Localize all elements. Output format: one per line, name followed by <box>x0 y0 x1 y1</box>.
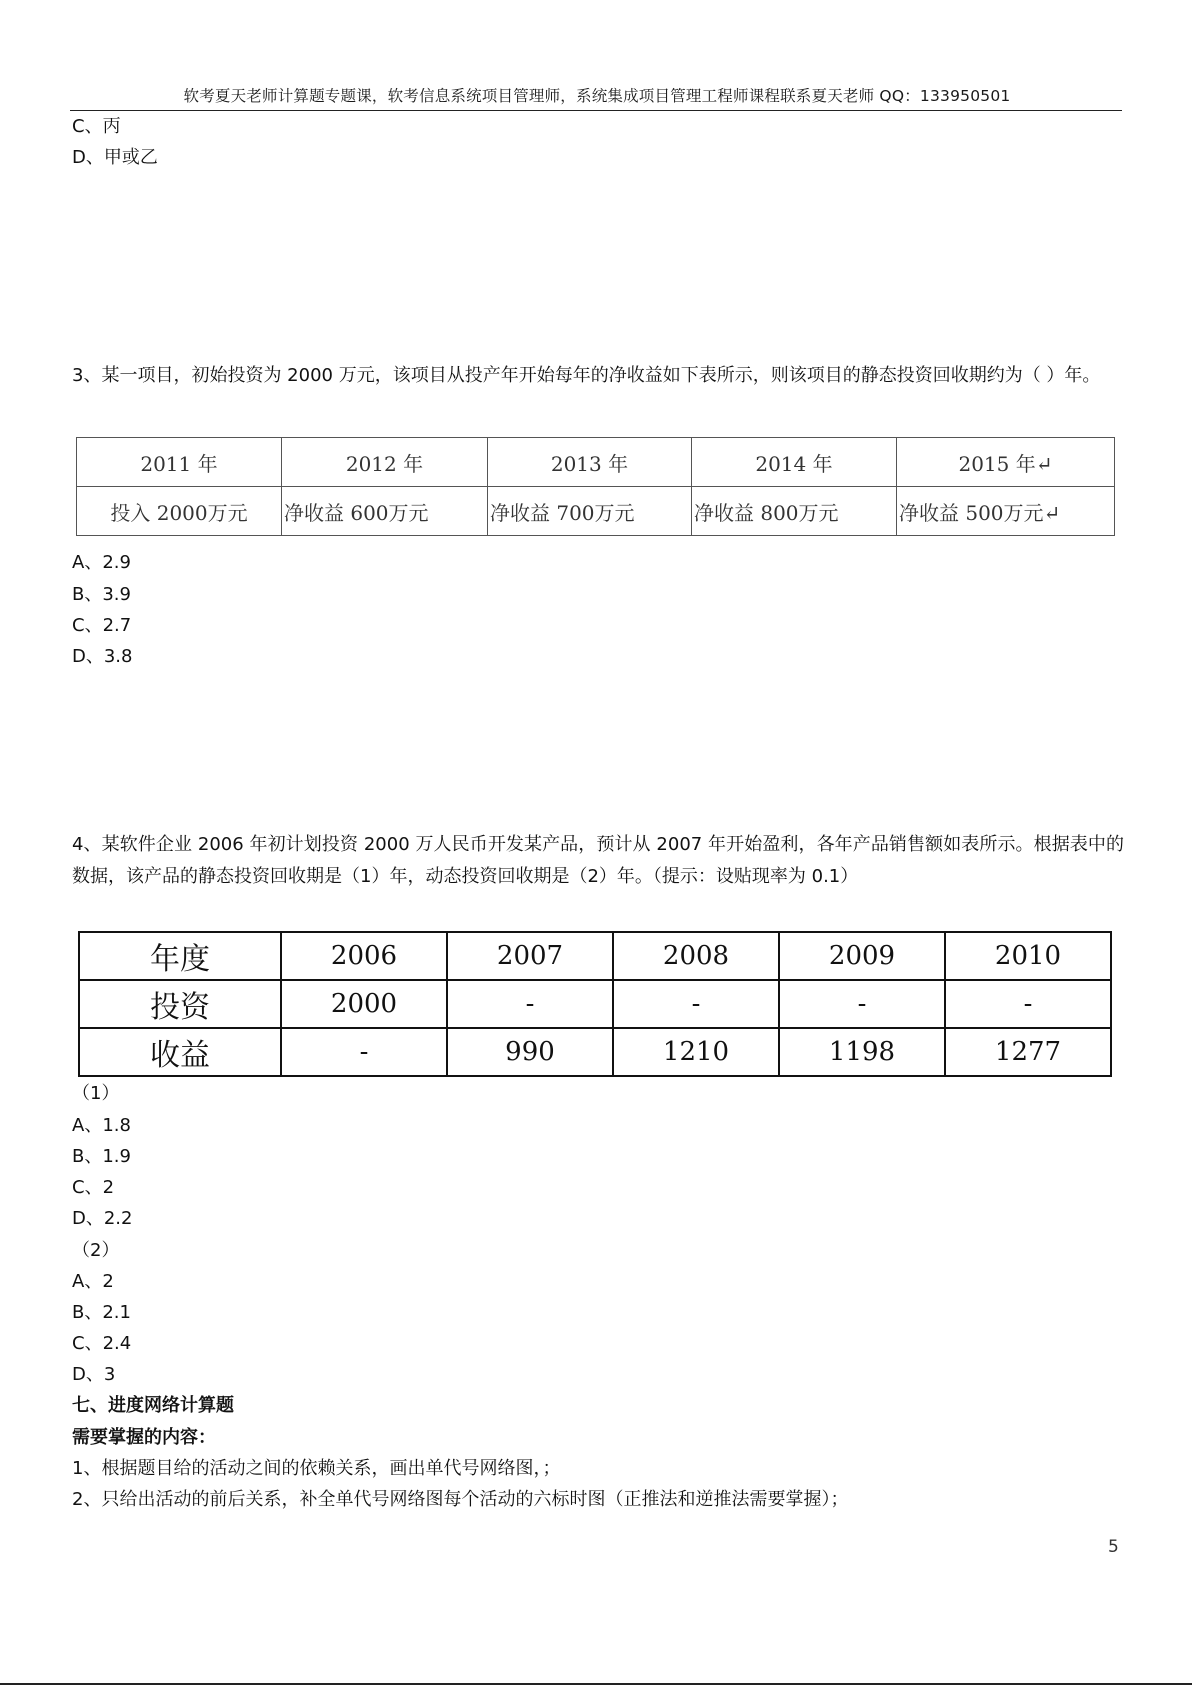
value-cell: 投入 2000万元 <box>77 487 282 536</box>
question-4-sub2-option-a: A、2 <box>72 1271 114 1292</box>
row-header: 年度 <box>79 932 281 980</box>
question-4-sub1-option-b: B、1.9 <box>72 1146 131 1167</box>
question-4-table <box>78 931 1112 1077</box>
question-3-option-c: C、2.7 <box>72 615 132 636</box>
table-cell: - <box>945 980 1111 1028</box>
table-cell: 2008 <box>613 932 779 980</box>
section-7-subtitle: 需要掌握的内容： <box>72 1427 216 1448</box>
page-number: 5 <box>1108 1537 1119 1557</box>
question-4-sub2-label: （2） <box>72 1240 120 1261</box>
value-cell: 净收益 600万元 <box>282 487 488 536</box>
table-cell: 2006 <box>281 932 447 980</box>
year-cell: 2011 年 <box>77 438 282 487</box>
table-cell: - <box>281 1028 447 1076</box>
income-row <box>79 1028 1111 1076</box>
header-divider <box>70 110 1122 111</box>
question-4-sub1-option-c: C、2 <box>72 1177 115 1198</box>
question-3-option-a: A、2.9 <box>72 552 131 573</box>
question-4-sub1-option-a: A、1.8 <box>72 1115 131 1136</box>
table-cell: 2000 <box>281 980 447 1028</box>
option-d-carryover: D、甲或乙 <box>72 147 158 168</box>
table-cell: 1277 <box>945 1028 1111 1076</box>
question-4-sub2-option-c: C、2.4 <box>72 1333 132 1354</box>
table-cell: 2009 <box>779 932 945 980</box>
table-cell: - <box>613 980 779 1028</box>
section-7-item-2: 2、只给出活动的前后关系，补全单代号网络图每个活动的六标时图（正推法和逆推法需要掌握）； <box>72 1489 849 1510</box>
question-4-sub2-option-d: D、3 <box>72 1364 116 1385</box>
year-header-row <box>79 932 1111 980</box>
row-header: 收益 <box>79 1028 281 1076</box>
table-cell: 990 <box>447 1028 613 1076</box>
row-header: 投资 <box>79 980 281 1028</box>
year-cell: 2014 年 <box>692 438 897 487</box>
section-7-item-1: 1、根据题目给的活动之间的依赖关系，画出单代号网络图，； <box>72 1458 561 1479</box>
table-cell: 2010 <box>945 932 1111 980</box>
value-cell: 净收益 800万元 <box>692 487 897 536</box>
value-cell: 净收益 500万元↵ <box>897 487 1115 536</box>
question-3-option-b: B、3.9 <box>72 584 131 605</box>
question-4-sub1-option-d: D、2.2 <box>72 1208 133 1229</box>
table-cell: 2007 <box>447 932 613 980</box>
year-cell: 2013 年 <box>488 438 692 487</box>
table-cell: 1198 <box>779 1028 945 1076</box>
question-3-option-d: D、3.8 <box>72 646 133 667</box>
value-cell: 净收益 700万元 <box>488 487 692 536</box>
question-3-stem: 3、某一项目，初始投资为 2000 万元，该项目从投产年开始每年的净收益如下表所示，则该项目的静态投资回收期约为（ ）年。 <box>72 365 1101 386</box>
question-4-stem: 4、某软件企业 2006 年初计划投资 2000 万人民币开发某产品，预计从 2007 年开始盈利，各年产品销售额如表所示。根据表中的数据，该产品的静态投资回收期是（1）年，动态投资回收期是（2）年。（提示：设贴现率为 0.1） <box>72 834 1124 887</box>
year-cell: 2012 年 <box>282 438 488 487</box>
investment-row <box>79 980 1111 1028</box>
option-c-carryover: C、丙 <box>72 116 121 137</box>
question-3-table <box>76 437 1115 536</box>
section-7-title: 七、进度网络计算题 <box>72 1395 234 1416</box>
question-4-sub2-option-b: B、2.1 <box>72 1302 131 1323</box>
table-cell: 1210 <box>613 1028 779 1076</box>
table-cell: - <box>447 980 613 1028</box>
year-cell: 2015 年↵ <box>897 438 1115 487</box>
table-cell: - <box>779 980 945 1028</box>
question-4-sub1-label: （1） <box>72 1083 120 1104</box>
value-row <box>77 487 1115 536</box>
page-header: 软考夏天老师计算题专题课，软考信息系统项目管理师，系统集成项目管理工程师课程联系夏天老师 QQ：133950501 <box>183 87 1011 105</box>
year-row <box>77 438 1115 487</box>
